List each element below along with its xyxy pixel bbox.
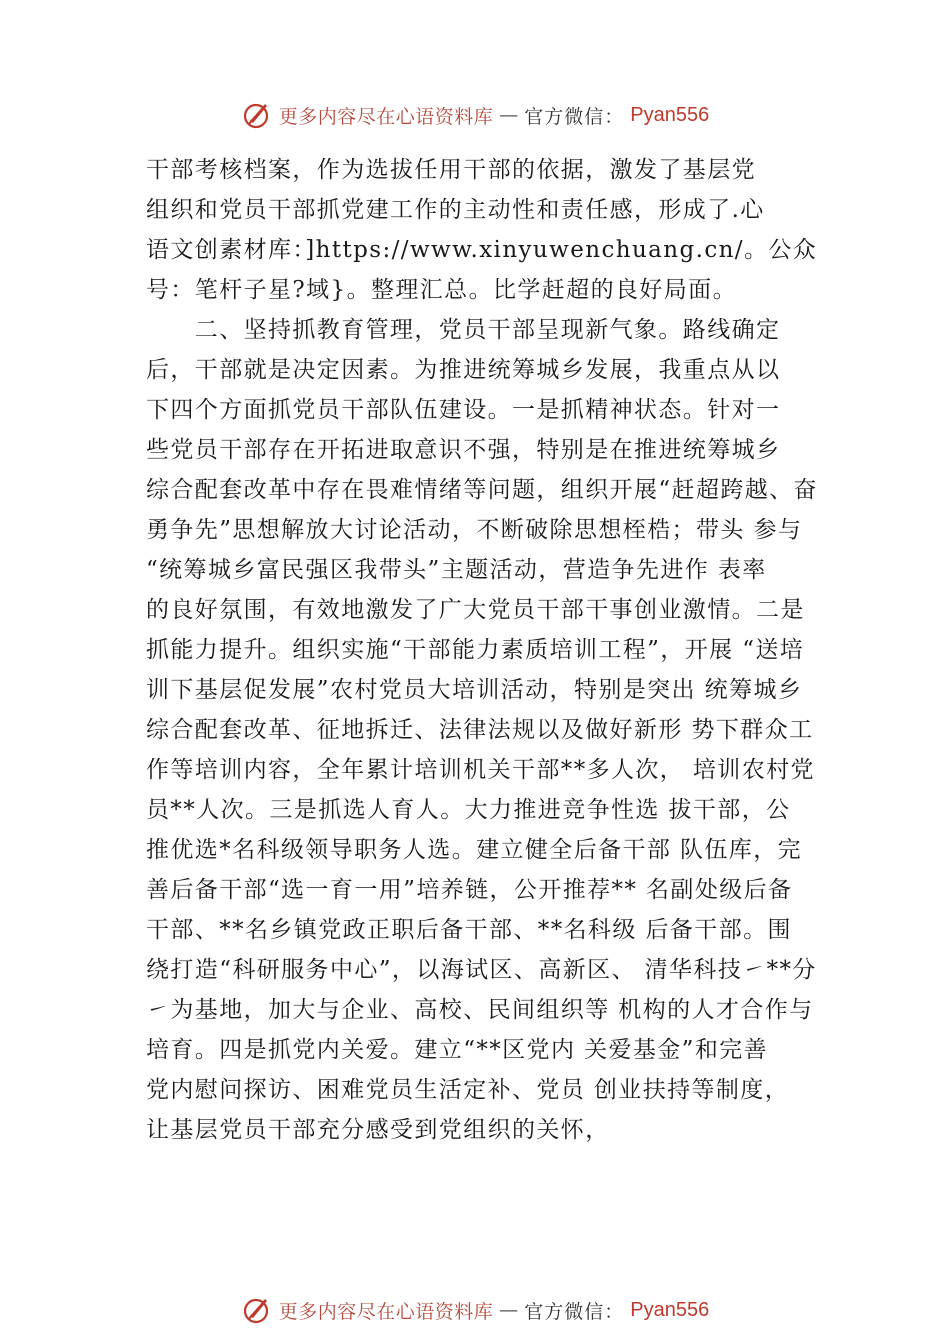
body-line: 作等培训内容，全年累计培训机关干部**多人次， 培训农村党 xyxy=(146,757,815,783)
body-line: 勇争先”思想解放大讨论活动，不断破除思想桎梏；带头 参与 xyxy=(146,517,803,543)
document-body xyxy=(146,150,836,1150)
header-watermark xyxy=(0,95,950,135)
quill-pen-seal-icon xyxy=(241,1294,273,1326)
body-line: 二、坚持抓教育管理，党员干部呈现新气象。路线确定 xyxy=(146,317,781,343)
body-line: 党内慰问探访、困难党员生活定补、党员 创业扶持等制度， xyxy=(146,1077,790,1103)
body-line: 组织和党员干部抓党建工作的主动性和责任感，形成了.心 xyxy=(146,197,765,223)
body-line: 抓能力提升。组织实施“干部能力素质培训工程”，开展 “送培 xyxy=(146,637,805,663)
body-line: 善后备干部“选一育一用”培养链，公开推荐** 名副处级后备 xyxy=(146,877,793,903)
body-line: 些党员干部存在开拓进取意识不强，特别是在推进统筹城乡 xyxy=(146,437,781,463)
watermark-separator: — xyxy=(499,104,519,126)
body-line: 后，干部就是决定因素。为推进统筹城乡发展，我重点从以 xyxy=(146,357,781,383)
body-line: 培育。四是抓党内关爱。建立“**区党内 关爱基金”和完善 xyxy=(146,1037,769,1063)
watermark-label: 官方微信： xyxy=(524,1300,625,1323)
watermark-id: Pyan556 xyxy=(630,1298,710,1321)
body-line: 干部考核档案，作为选拔任用干部的依据，激发了基层党 xyxy=(146,157,756,183)
body-line: ㇀为基地，加大与企业、高校、民间组织等 机构的人才合作与 xyxy=(146,997,814,1023)
body-line: 让基层党员干部充分感受到党组织的关怀， xyxy=(146,1117,610,1143)
body-line: 员**人次。三是抓选人育人。大力推进竞争性选 拔干部，公 xyxy=(146,797,791,823)
watermark-id: Pyan556 xyxy=(630,103,710,126)
body-line: 推优选*名科级领导职务人选。建立健全后备干部 队伍库，完 xyxy=(146,837,803,863)
body-line: 综合配套改革中存在畏难情绪等问题，组织开展“赶超跨越、奋 xyxy=(146,477,818,503)
body-line: “统筹城乡富民强区我带头”主题活动，营造争先进作 表率 xyxy=(146,557,767,583)
watermark-brand: 更多内容尽在心语资料库 xyxy=(278,105,494,128)
body-line: 绕打造“科研服务中心”，以海试区、高新区、 清华科技㇀**分 xyxy=(146,957,817,983)
body-line: 语文创素材库：]https://www.xinyuwenchuang.cn/。公众 xyxy=(146,237,818,263)
body-line: 训下基层促发展”农村党员大培训活动，特别是突出 统筹城乡 xyxy=(146,677,803,703)
footer-watermark xyxy=(0,1290,950,1330)
watermark-separator: — xyxy=(499,1299,519,1321)
quill-pen-seal-icon xyxy=(241,99,273,131)
body-line: 下四个方面抓党员干部队伍建设。一是抓精神状态。针对一 xyxy=(146,397,781,423)
body-line: 的良好氛围，有效地激发了广大党员干部干事创业激情。二是 xyxy=(146,597,805,623)
body-line: 综合配套改革、征地拆迁、法律法规以及做好新形 势下群众工 xyxy=(146,717,814,743)
body-line: 号：笔杆子星?域}。整理汇总。比学赶超的良好局面。 xyxy=(146,277,737,303)
watermark-label: 官方微信： xyxy=(524,105,625,128)
body-line: 干部、**名乡镇党政正职后备干部、**名科级 后备干部。围 xyxy=(146,917,792,943)
watermark-brand: 更多内容尽在心语资料库 xyxy=(278,1300,494,1323)
